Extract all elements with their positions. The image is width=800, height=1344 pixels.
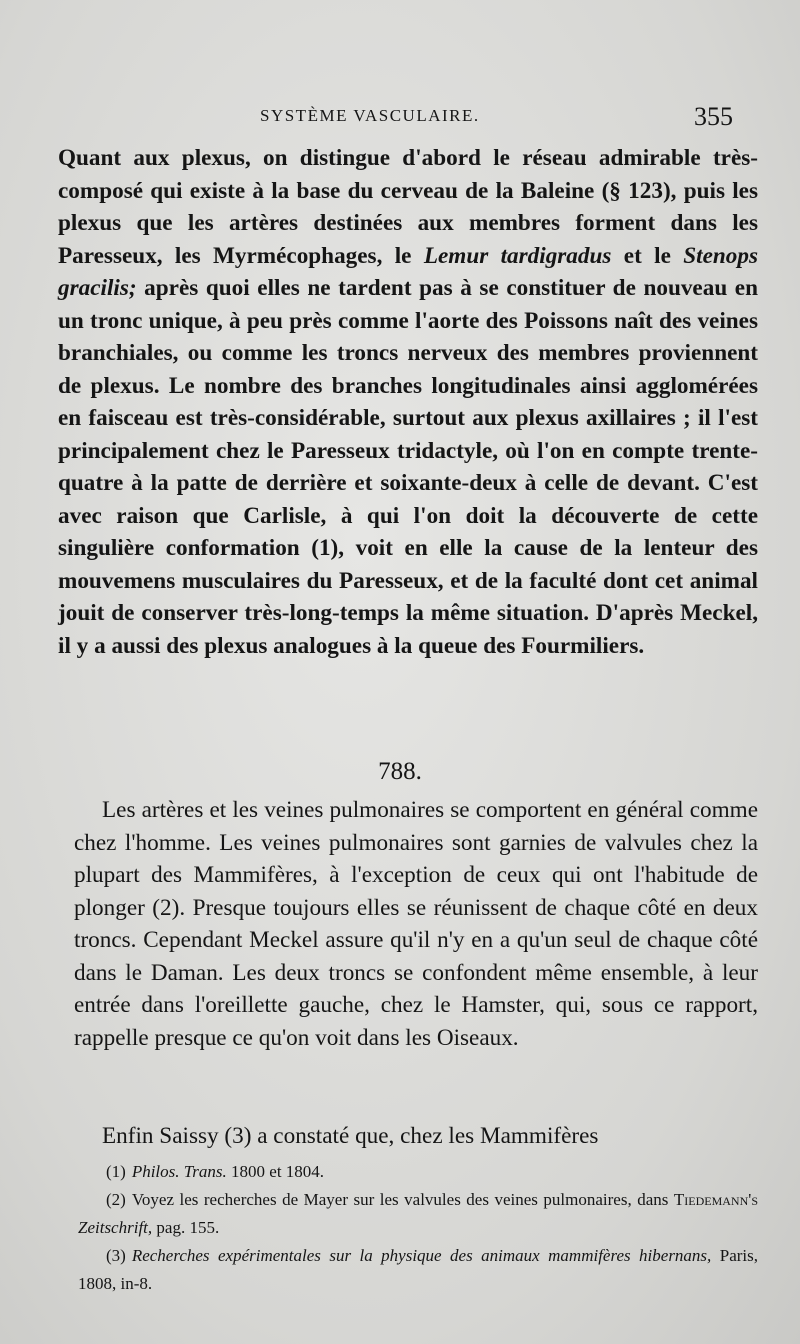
footnote-1 [78,1158,758,1186]
page-number: 355 [694,102,733,131]
section-number: 788. [378,758,422,785]
footnote-title: Recherches expérimentales sur la physique des animaux mammifères hibernans, [131,1246,712,1265]
footnote-text: Voyez les recherches de Mayer sur les valvules des veines pulmonaires, dans [131,1190,674,1209]
species-name: Stenops gracilis; [58,242,758,301]
footnote-mark: (2) [106,1190,126,1209]
running-title: SYSTÈME VASCULAIRE. [260,106,480,125]
footnote-mark: (1) [106,1162,126,1181]
footnote-title: Philos. Trans. [131,1162,227,1181]
footnote-journal: Zeitschrift, [78,1218,153,1237]
paragraph-text: après quoi elles ne tardent pas à se constituer de nouveau en un tronc unique, à peu près comme l'aorte des Poissons naît des veines branchiales, ou comme les troncs nerveux des membres proviennent de plexus. Le nombre des branches longitudinales ainsi agglomérées en faisceau est très-considérable, surtout aux plexus axillaires ; il l'est principalement chez le Paresseux tridactyle, où l'on en compte trente-quatre à la patte de derrière et soixante-deux à celle de devant. C'est avec raison que Carlisle, à qui l'on doit la découverte de cette singulière conformation (1), voit en elle la cause de la lenteur des mouvemens musculaires du Paresseux, et de la faculté dont cet animal jouit de conserver très-long-temps la même situation. D'après Meckel, il y a aussi des plexus analogues à la queue des Fourmiliers. [58,275,758,659]
paragraph-saissy: Enfin Saissy (3) a constaté que, chez les Mammifères [102,1123,599,1149]
paragraph-plexus [58,142,758,662]
footnote-3 [78,1242,758,1298]
footnote-mark: (3) [106,1246,126,1265]
paragraph-pulmonary: Les artères et les veines pulmonaires se comportent en général comme chez l'homme. Les veines pulmonaires sont garnies de valvules chez la plupart des Mammifères, à l'exception de ceux qui ont l'habitude de plonger (2). Presque toujours elles se réunissent de chaque côté en deux troncs. Cependant Meckel assure qu'il n'y en a qu'un seul de chaque côté dans le Daman. Les deux troncs se confondent même ensemble, à leur entrée dans l'oreillette gauche, chez le Hamster, qui, sous ce rapport, rappelle presque ce qu'on voit dans les Oiseaux. [74,797,758,1051]
footnote-author: Tiedemann's [673,1190,758,1209]
footnote-text: Paris, 1808, in-8. [78,1246,758,1293]
footnotes [78,1158,758,1298]
footnote-2 [78,1186,758,1242]
paragraph-text: et le [611,242,684,269]
footnote-text: 1800 et 1804. [226,1162,325,1181]
page-header [60,102,735,138]
footnote-text: pag. 155. [152,1218,220,1237]
species-name: Lemur tardigradus [423,242,612,269]
paragraph-text: Quant aux plexus, on distingue d'abord le réseau admirable très-composé qui existe à la base du cerveau de la Baleine (§ 123), puis les plexus que les artères destinées aux membres forment dans les Paresseux, les Myrmécophages, le [58,145,758,269]
